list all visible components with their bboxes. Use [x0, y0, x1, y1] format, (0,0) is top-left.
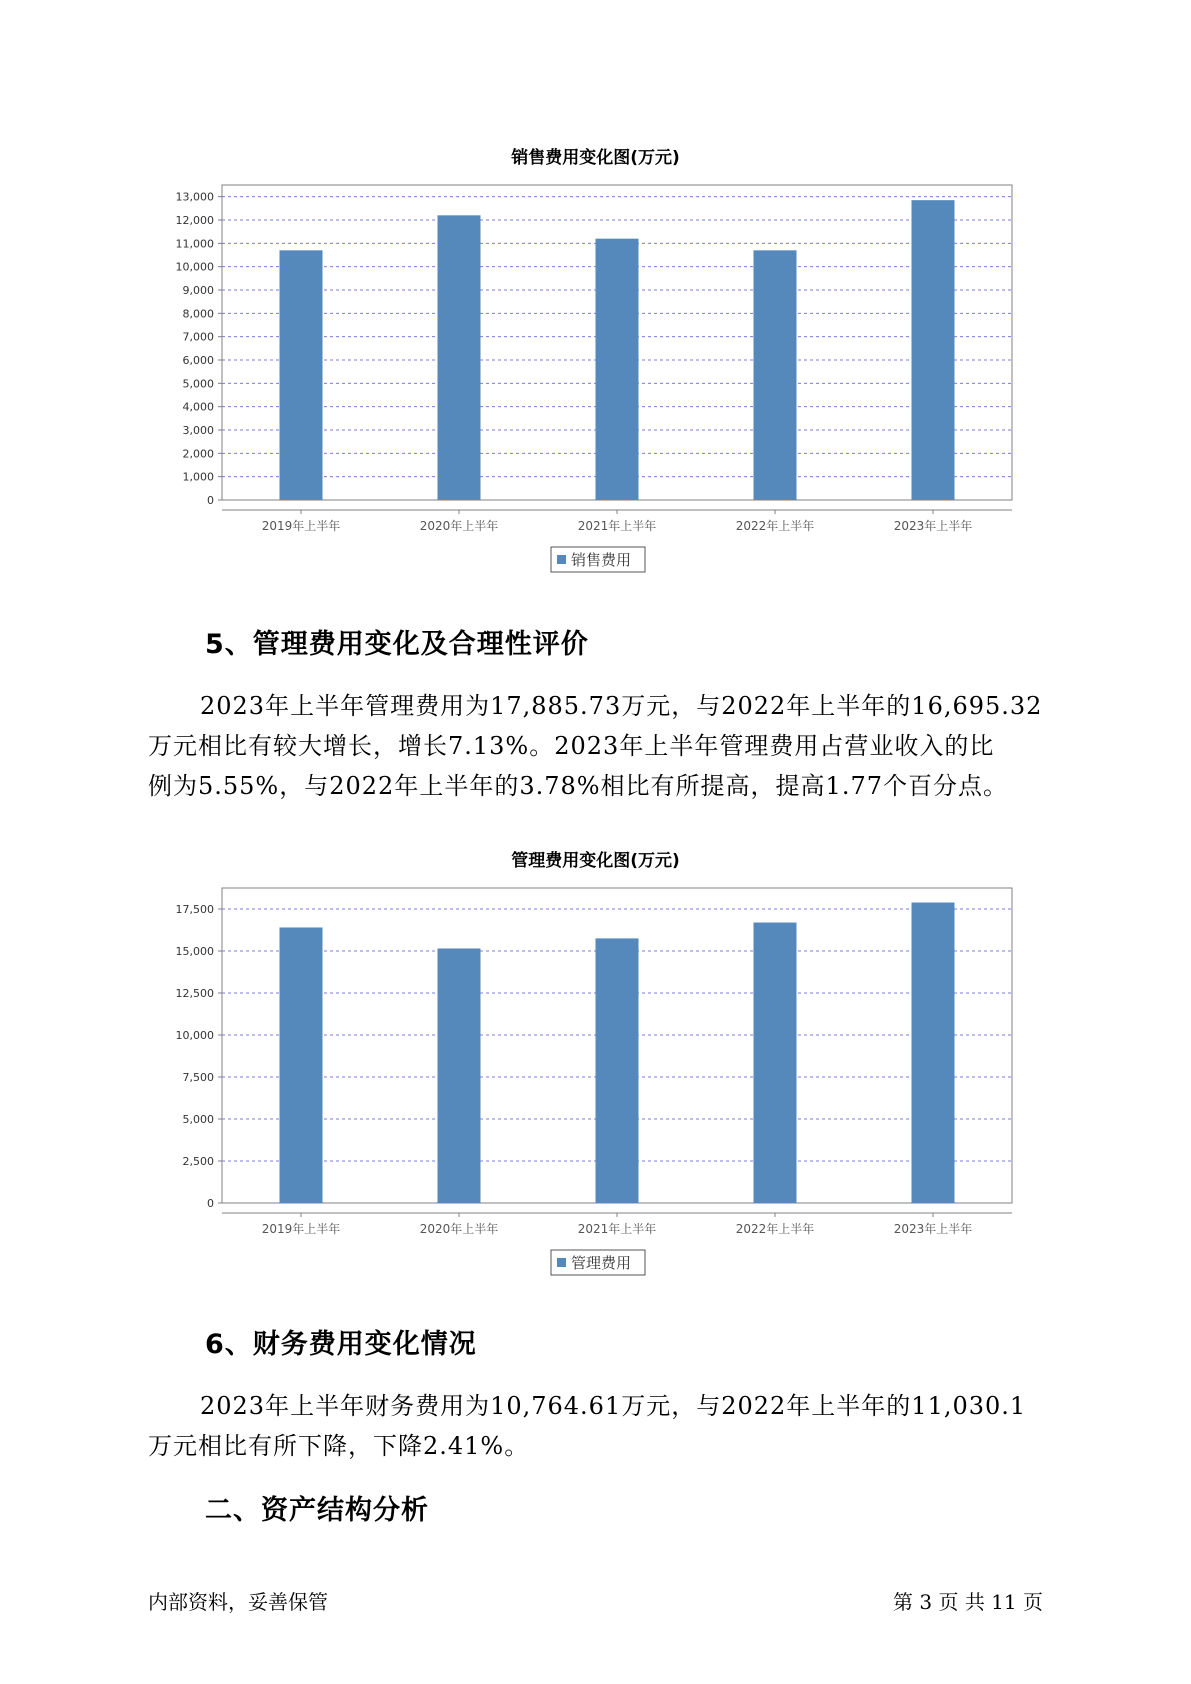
- y-tick-label: 9,000: [182, 284, 214, 297]
- x-tick-label: 2020年上半年: [419, 1222, 499, 1236]
- x-tick-label: 2023年上半年: [893, 1222, 973, 1236]
- x-tick-label: 2019年上半年: [261, 519, 341, 533]
- y-tick-label: 13,000: [175, 190, 214, 204]
- section5-line-2: 万元相比有较大增长，增长7.13%。2023年上半年管理费用占营业收入的比: [148, 732, 995, 760]
- y-tick-label: 11,000: [175, 237, 214, 251]
- section5-line-3: 例为5.55%，与2022年上半年的3.78%相比有所提高，提高1.77个百分点。: [148, 772, 1008, 800]
- bar: [754, 250, 797, 500]
- chart1-title: 销售费用变化图(万元): [511, 148, 680, 168]
- y-tick-label: 12,500: [175, 987, 214, 1000]
- section6-line-1: 2023年上半年财务费用为10,764.61万元，与2022年上半年的11,030.1: [200, 1392, 1027, 1420]
- chart2-title: 管理费用变化图(万元): [511, 851, 680, 871]
- section5-line-1: 2023年上半年管理费用为17,885.73万元，与2022年上半年的16,695.32: [200, 692, 1043, 720]
- section6-heading: 6、财务费用变化情况: [205, 1329, 477, 1360]
- y-tick-label: 2,000: [182, 447, 214, 461]
- bar: [596, 239, 639, 500]
- footer-left: 内部资料，妥善保管: [148, 1590, 328, 1614]
- legend-label: 销售费用: [571, 551, 632, 569]
- bar: [438, 948, 481, 1203]
- y-tick-label: 5,000: [182, 377, 214, 391]
- y-tick-label: 15,000: [175, 945, 214, 958]
- x-tick-label: 2021年上半年: [577, 519, 657, 533]
- bar: [912, 200, 955, 500]
- y-tick-label: 7,000: [182, 330, 214, 344]
- sales-expense-chart: [0, 165, 1191, 585]
- y-tick-label: 6,000: [182, 354, 214, 367]
- section5-heading: 5、管理费用变化及合理性评价: [205, 629, 589, 660]
- x-tick-label: 2020年上半年: [419, 519, 499, 533]
- legend-swatch: [557, 555, 566, 564]
- y-tick-label: 12,000: [175, 214, 214, 227]
- section6-paragraph: [148, 1386, 1078, 1466]
- section5-paragraph: [148, 686, 1078, 806]
- y-tick-label: 0: [207, 1197, 214, 1210]
- y-tick-label: 10,000: [175, 1029, 214, 1042]
- x-tick-label: 2022年上半年: [735, 1222, 815, 1236]
- legend-swatch: [557, 1258, 566, 1267]
- section-two-heading: 二、资产结构分析: [205, 1495, 429, 1526]
- bar: [754, 923, 797, 1203]
- bar: [912, 903, 955, 1203]
- x-tick-label: 2022年上半年: [735, 519, 815, 533]
- section6-line-2: 万元相比有所下降，下降2.41%。: [148, 1432, 530, 1460]
- y-tick-label: 4,000: [182, 400, 214, 414]
- bar: [596, 938, 639, 1203]
- x-tick-label: 2023年上半年: [893, 519, 973, 533]
- bar: [280, 927, 323, 1203]
- footer-page-number: 第 3 页 共 11 页: [893, 1590, 1043, 1614]
- bar: [438, 215, 481, 500]
- y-tick-label: 10,000: [175, 260, 214, 274]
- y-tick-label: 2,500: [182, 1155, 214, 1168]
- legend-label: 管理费用: [571, 1254, 632, 1272]
- y-tick-label: 8,000: [182, 307, 214, 321]
- y-tick-label: 7,500: [182, 1071, 214, 1084]
- y-tick-label: 3,000: [182, 424, 214, 437]
- y-tick-label: 5,000: [182, 1113, 214, 1126]
- bar: [280, 250, 323, 500]
- x-tick-label: 2019年上半年: [261, 1222, 341, 1236]
- admin-expense-chart: [0, 868, 1191, 1288]
- y-tick-label: 0: [207, 494, 214, 507]
- y-tick-label: 1,000: [182, 470, 214, 484]
- y-tick-label: 17,500: [175, 903, 214, 916]
- x-tick-label: 2021年上半年: [577, 1222, 657, 1236]
